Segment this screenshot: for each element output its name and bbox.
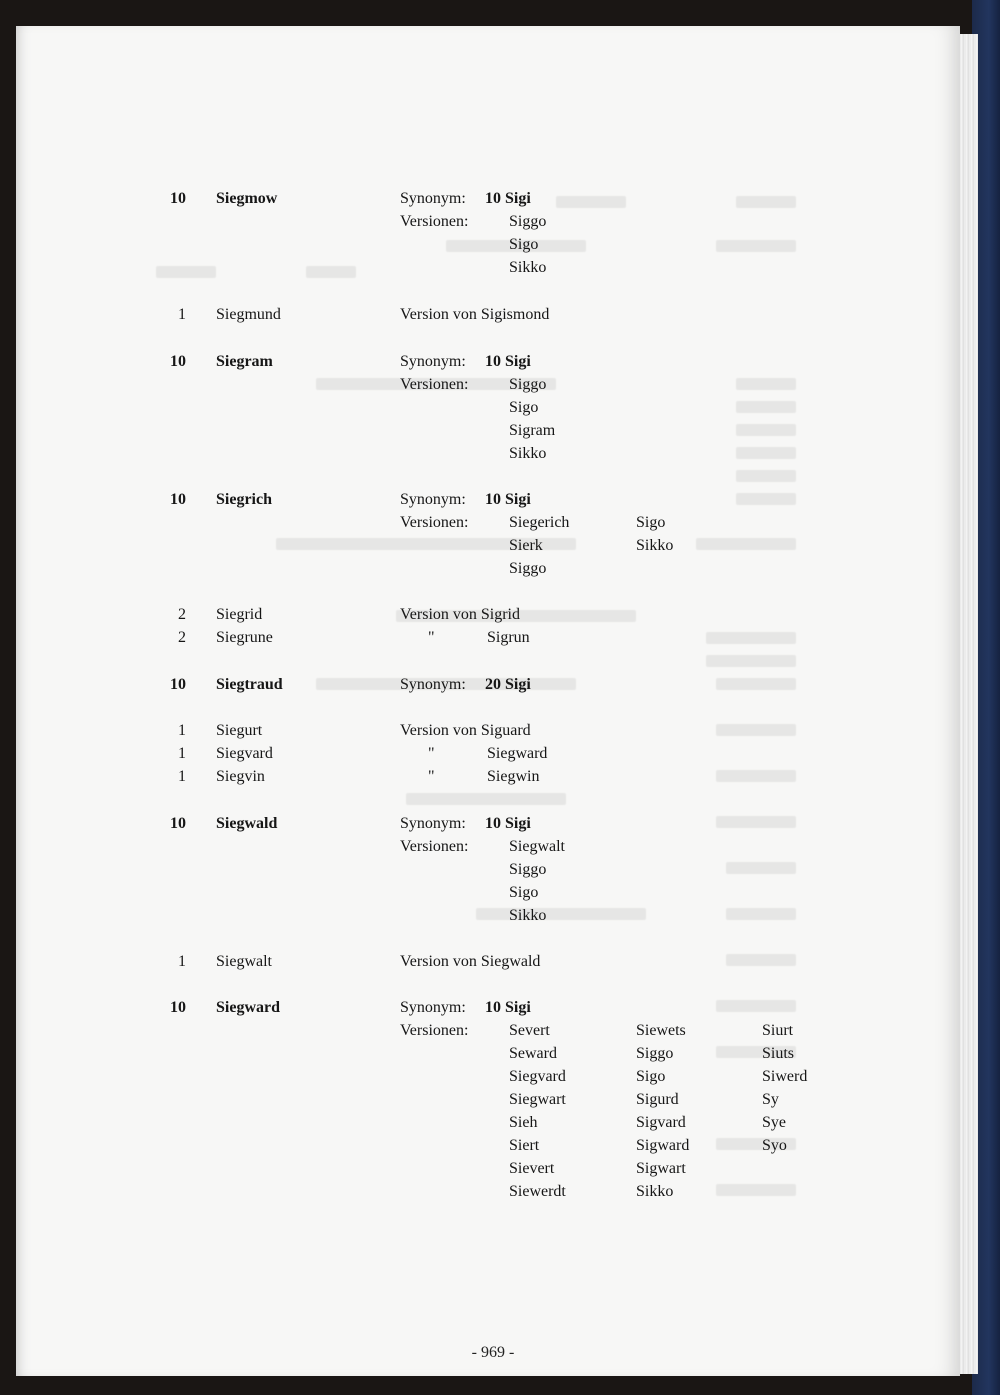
entry-name: Siegrune	[216, 629, 273, 646]
version-value: Sigward	[636, 1137, 690, 1154]
version-value: Siegward	[487, 745, 548, 762]
entry-label: Version von Siguard	[400, 722, 531, 739]
entry-name: Siegrich	[216, 491, 272, 508]
version-value: Siegwin	[487, 768, 540, 785]
entry-number: 10	[170, 353, 186, 370]
version-value: Siggo	[509, 213, 547, 230]
entry-name: Siegmow	[216, 190, 278, 207]
page-number: - 969 -	[471, 1344, 515, 1361]
version-value: Sigo	[636, 1068, 666, 1085]
entry-label: Version von Sigismond	[400, 306, 550, 323]
entry-label: Synonym:	[400, 676, 466, 693]
synonym-value: 10 Sigi	[485, 815, 531, 832]
version-value: Syo	[762, 1137, 787, 1154]
version-value: Sigo	[636, 514, 666, 531]
version-value: Sieh	[509, 1114, 538, 1131]
version-value: Sigo	[509, 399, 539, 416]
entry-name: Siegwalt	[216, 953, 272, 970]
synonym-value: 20 Sigi	[485, 676, 531, 693]
entry-label: Synonym:	[400, 190, 466, 207]
version-value: Sikko	[636, 1183, 674, 1200]
entry-name: Siegwald	[216, 815, 278, 832]
entry-name: Siegvard	[216, 745, 273, 762]
synonym-value: 10 Sigi	[485, 353, 531, 370]
synonym-value: 10 Sigi	[485, 491, 531, 508]
version-value: Siert	[509, 1137, 540, 1154]
version-value: Sigurd	[636, 1091, 679, 1108]
version-value: Sikko	[636, 537, 674, 554]
entry-label: Versionen:	[400, 213, 469, 230]
entry-name: Siegrid	[216, 606, 263, 623]
version-value: Siuts	[762, 1045, 795, 1062]
entry-name: Siegtraud	[216, 676, 283, 693]
version-value: Siggo	[509, 861, 547, 878]
version-value: Siegwalt	[509, 838, 565, 855]
version-value: Sigo	[509, 236, 539, 253]
version-value: Sigrun	[487, 629, 530, 646]
entry-label: Synonym:	[400, 491, 466, 508]
synonym-value: 10 Sigi	[485, 999, 531, 1016]
entry-label: Versionen:	[400, 376, 469, 393]
entry-number: 1	[178, 745, 186, 762]
version-value: Sikko	[509, 259, 547, 276]
entry-number: 1	[178, 722, 186, 739]
version-value: Sikko	[509, 907, 547, 924]
version-value: Sy	[762, 1091, 779, 1108]
entry-number: 10	[170, 815, 186, 832]
entry-number: 10	[170, 190, 186, 207]
entry-name: Siegvin	[216, 768, 265, 785]
version-value: Siegwart	[509, 1091, 566, 1108]
version-value: Siegerich	[509, 514, 570, 531]
entry-number: 1	[178, 306, 186, 323]
entry-number: 10	[170, 491, 186, 508]
version-value: Siewets	[636, 1022, 686, 1039]
version-value: Siurt	[762, 1022, 794, 1039]
version-value: Sievert	[509, 1160, 555, 1177]
entry-label: Synonym:	[400, 353, 466, 370]
entry-name: Siegram	[216, 353, 273, 370]
version-value: Sigram	[509, 422, 556, 439]
entry-number: 10	[170, 999, 186, 1016]
synonym-value: 10 Sigi	[485, 190, 531, 207]
version-value: Sye	[762, 1114, 786, 1131]
entry-number: 2	[178, 606, 186, 623]
entry-label: Versionen:	[400, 1022, 469, 1039]
version-value: Seward	[509, 1045, 557, 1062]
entry-number: 1	[178, 953, 186, 970]
version-value: Sigvard	[636, 1114, 686, 1131]
entry-label: Version von Sigrid	[400, 606, 520, 623]
entry-number: 2	[178, 629, 186, 646]
entry-number: 1	[178, 768, 186, 785]
version-value: Sigo	[509, 884, 539, 901]
version-value: Sikko	[509, 445, 547, 462]
entry-number: 10	[170, 676, 186, 693]
version-value: Sierk	[509, 537, 543, 554]
version-value: Severt	[509, 1022, 550, 1039]
entry-label: Versionen:	[400, 838, 469, 855]
ditto-mark: "	[428, 629, 435, 646]
entry-label: Synonym:	[400, 815, 466, 832]
version-value: Siggo	[509, 376, 547, 393]
entry-label: Version von Siegwald	[400, 953, 541, 970]
version-value: Siwerd	[762, 1068, 808, 1085]
entry-label: Versionen:	[400, 514, 469, 531]
entry-name: Siegmund	[216, 306, 281, 323]
entry-name: Siegurt	[216, 722, 263, 739]
version-value: Siggo	[636, 1045, 674, 1062]
ditto-mark: "	[428, 745, 435, 762]
version-value: Siewerdt	[509, 1183, 566, 1200]
entry-name: Siegward	[216, 999, 280, 1016]
entry-label: Synonym:	[400, 999, 466, 1016]
version-value: Sigwart	[636, 1160, 686, 1177]
version-value: Siggo	[509, 560, 547, 577]
version-value: Siegvard	[509, 1068, 566, 1085]
ditto-mark: "	[428, 768, 435, 785]
